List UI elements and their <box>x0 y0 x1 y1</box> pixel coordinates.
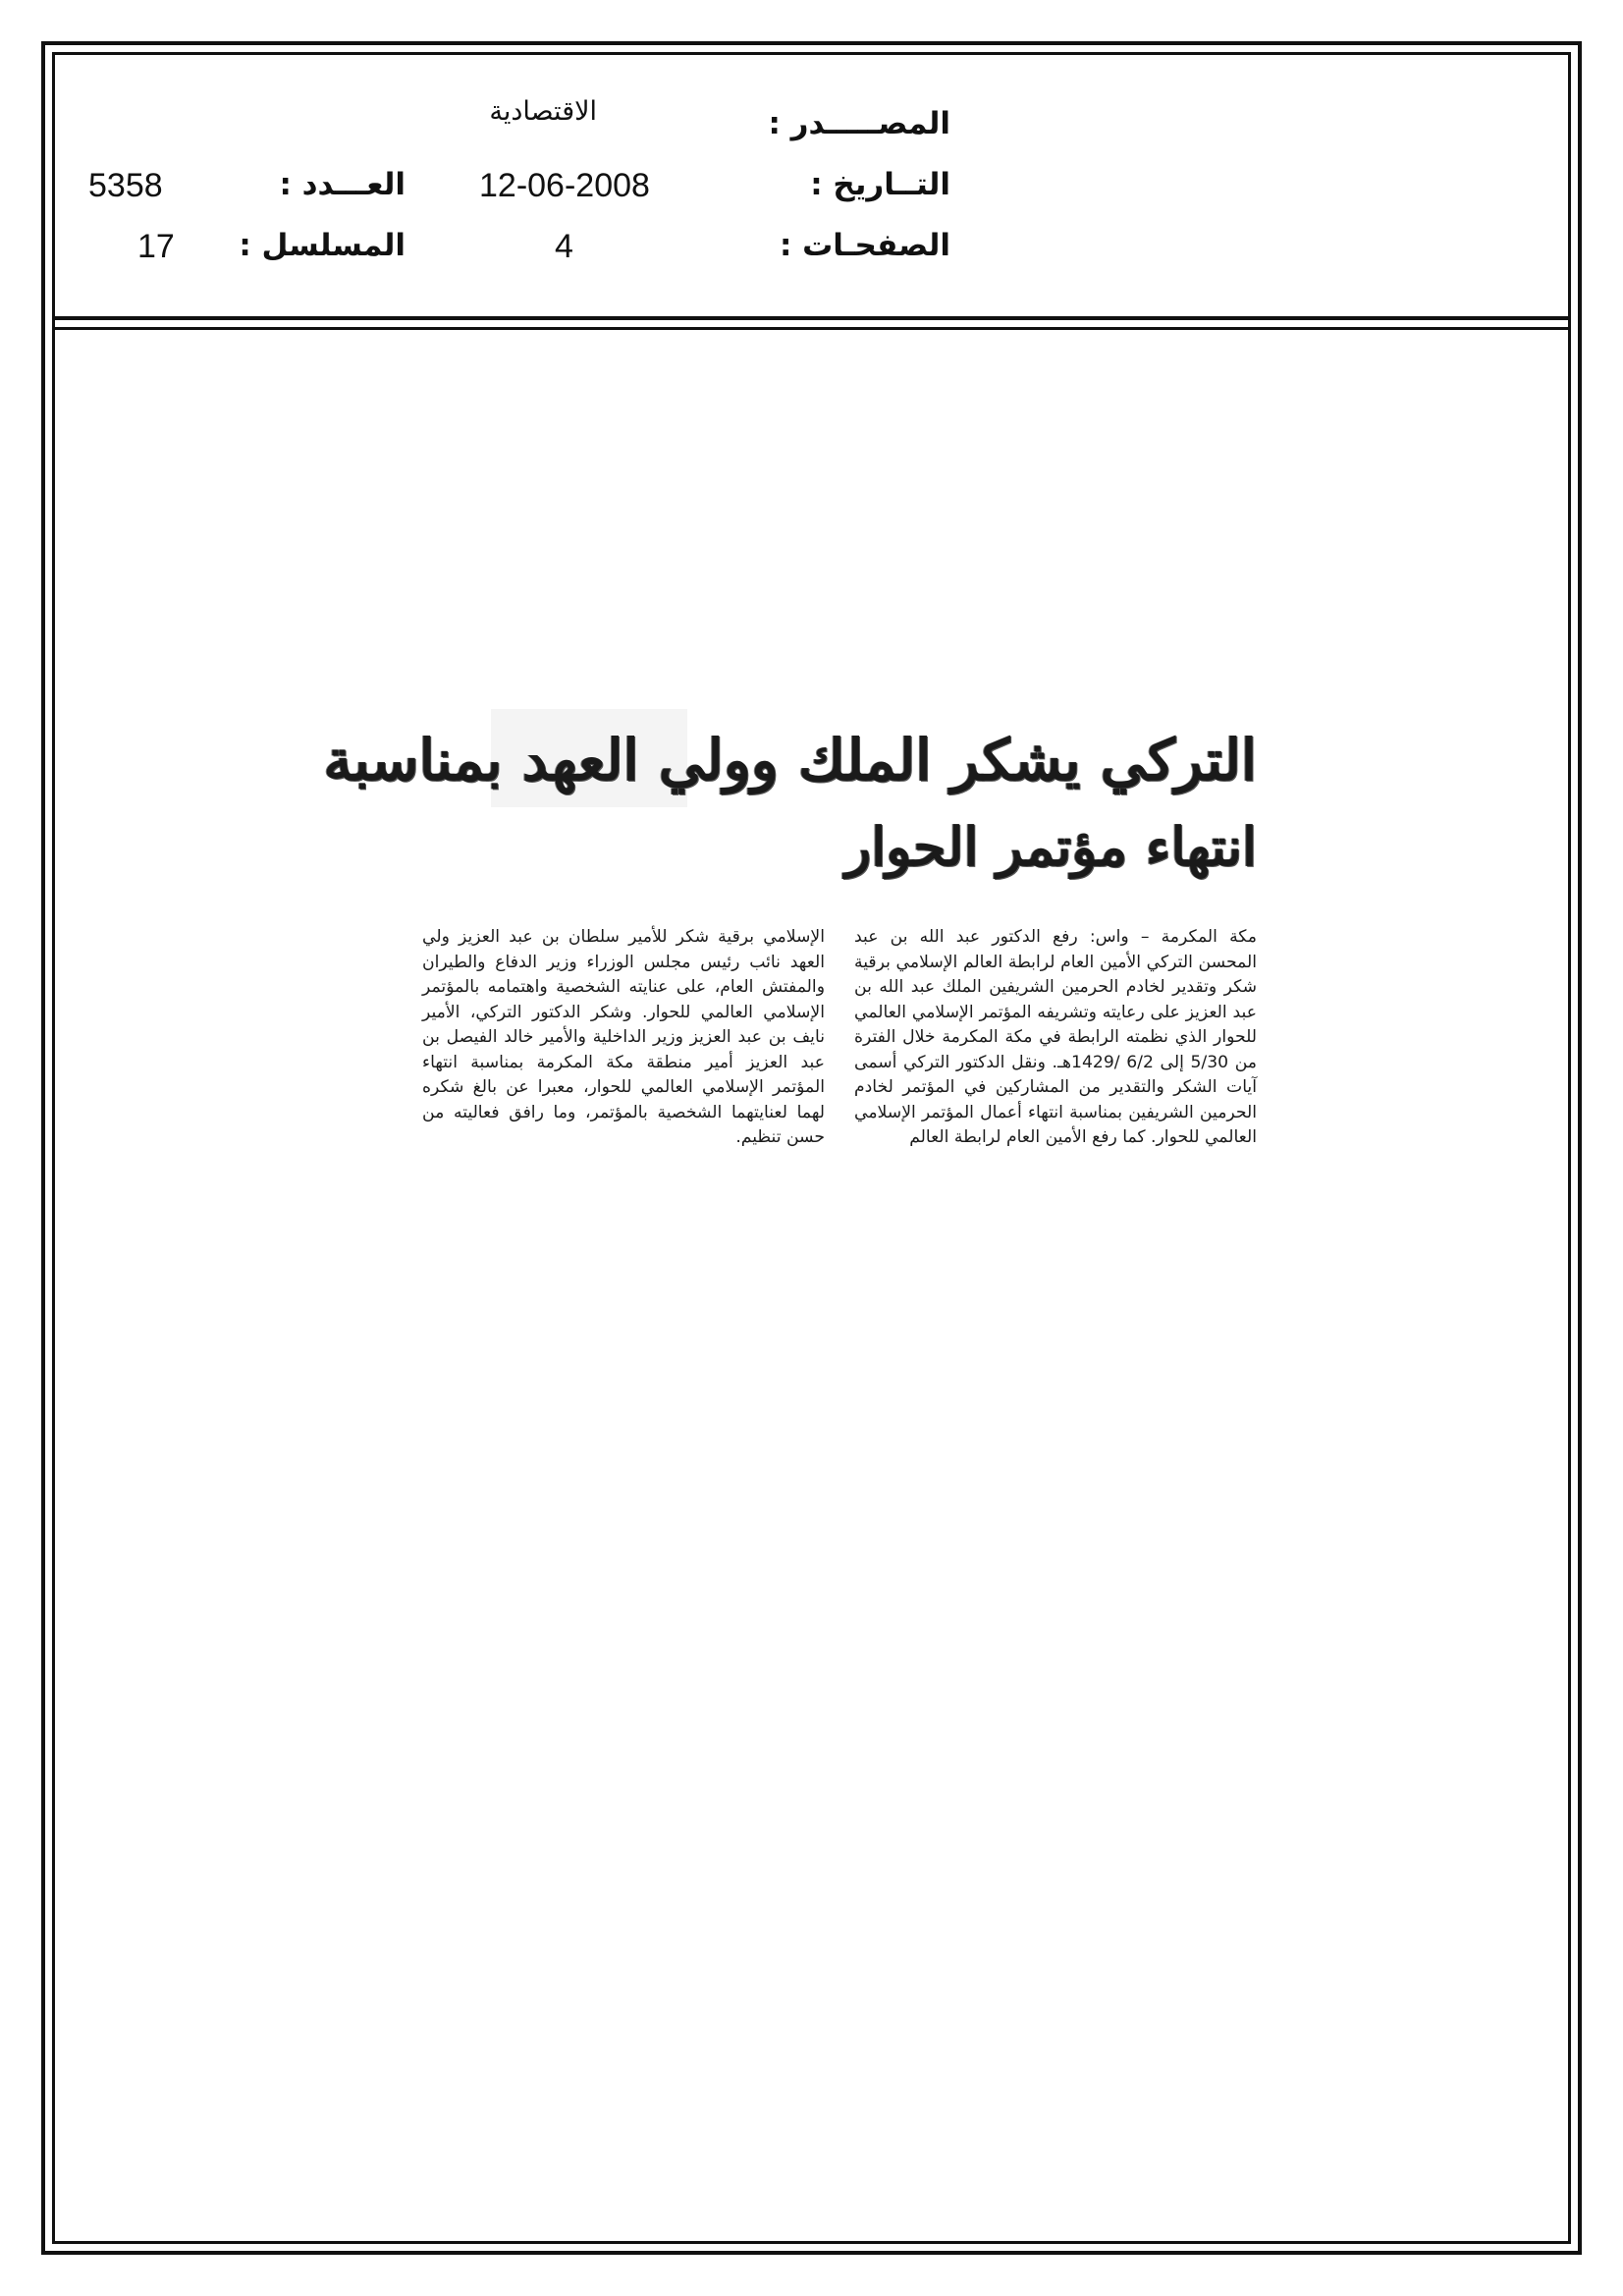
source-value: الاقتصادية <box>489 96 597 127</box>
serial-value: 17 <box>137 228 175 265</box>
header-divider-secondary <box>52 327 1571 330</box>
issue-value: 5358 <box>88 167 163 204</box>
article-column-2: الإسلامي برقية شكر للأمير سلطان بن عبد العزيز ولي العهد نائب رئيس مجلس الوزراء وزير الدفاع والطيران والمفتش العام، على عنايته الشخصية واهتمامه بالمؤتمر الإسلامي العالمي للحوار. وشكر الدكتور التركي، الأمير نايف بن عبد العزيز وزير الداخلية والأمير خالد الفيصل بن عبد العزيز أمير منطقة مكة المكرمة بمناسبة انتهاء المؤتمر الإسلامي العالمي للحوار، معبرا عن بالغ شكره لهما لعنايتهما الشخصية بالمؤتمر، وما رافق فعاليته من حسن تنظيم. <box>422 927 825 1147</box>
date-label: التــاريخ : <box>810 167 950 202</box>
article-column-1: مكة المكرمة – واس: رفع الدكتور عبد الله بن عبد المحسن التركي الأمين العام لرابطة العالم الإسلامي برقية شكر وتقدير لخادم الحرمين الشريفين الملك عبد الله بن عبد العزيز على رعايته وتشريفه المؤتمر الإسلامي العالمي للحوار الذي نظمته الرابطة في مكة المكرمة خلال الفترة من 5/30 إلى 6/2 /1429هـ. ونقل الدكتور التركي أسمى آيات الشكر والتقدير من المشاركين في المؤتمر لخادم الحرمين الشريفين بمناسبة انتهاء أعمال المؤتمر الإسلامي العالمي للحوار. كما رفع الأمين العام لرابطة العالم <box>854 927 1257 1147</box>
header-divider <box>52 316 1571 320</box>
date-value: 12-06-2008 <box>479 167 650 204</box>
headline-line-2: انتهاء مؤتمر الحوار <box>845 815 1257 878</box>
serial-label: المسلسل : <box>239 228 406 263</box>
pages-value: 4 <box>555 228 573 265</box>
source-label: المصـــــدر : <box>768 106 950 141</box>
pages-label: الصفحـات : <box>779 228 950 263</box>
issue-label: العـــدد : <box>279 167 406 202</box>
newspaper-clipping <box>323 709 1276 1269</box>
headline-line-1: التركي يشكر الملك وولي العهد بمناسبة <box>323 727 1257 793</box>
